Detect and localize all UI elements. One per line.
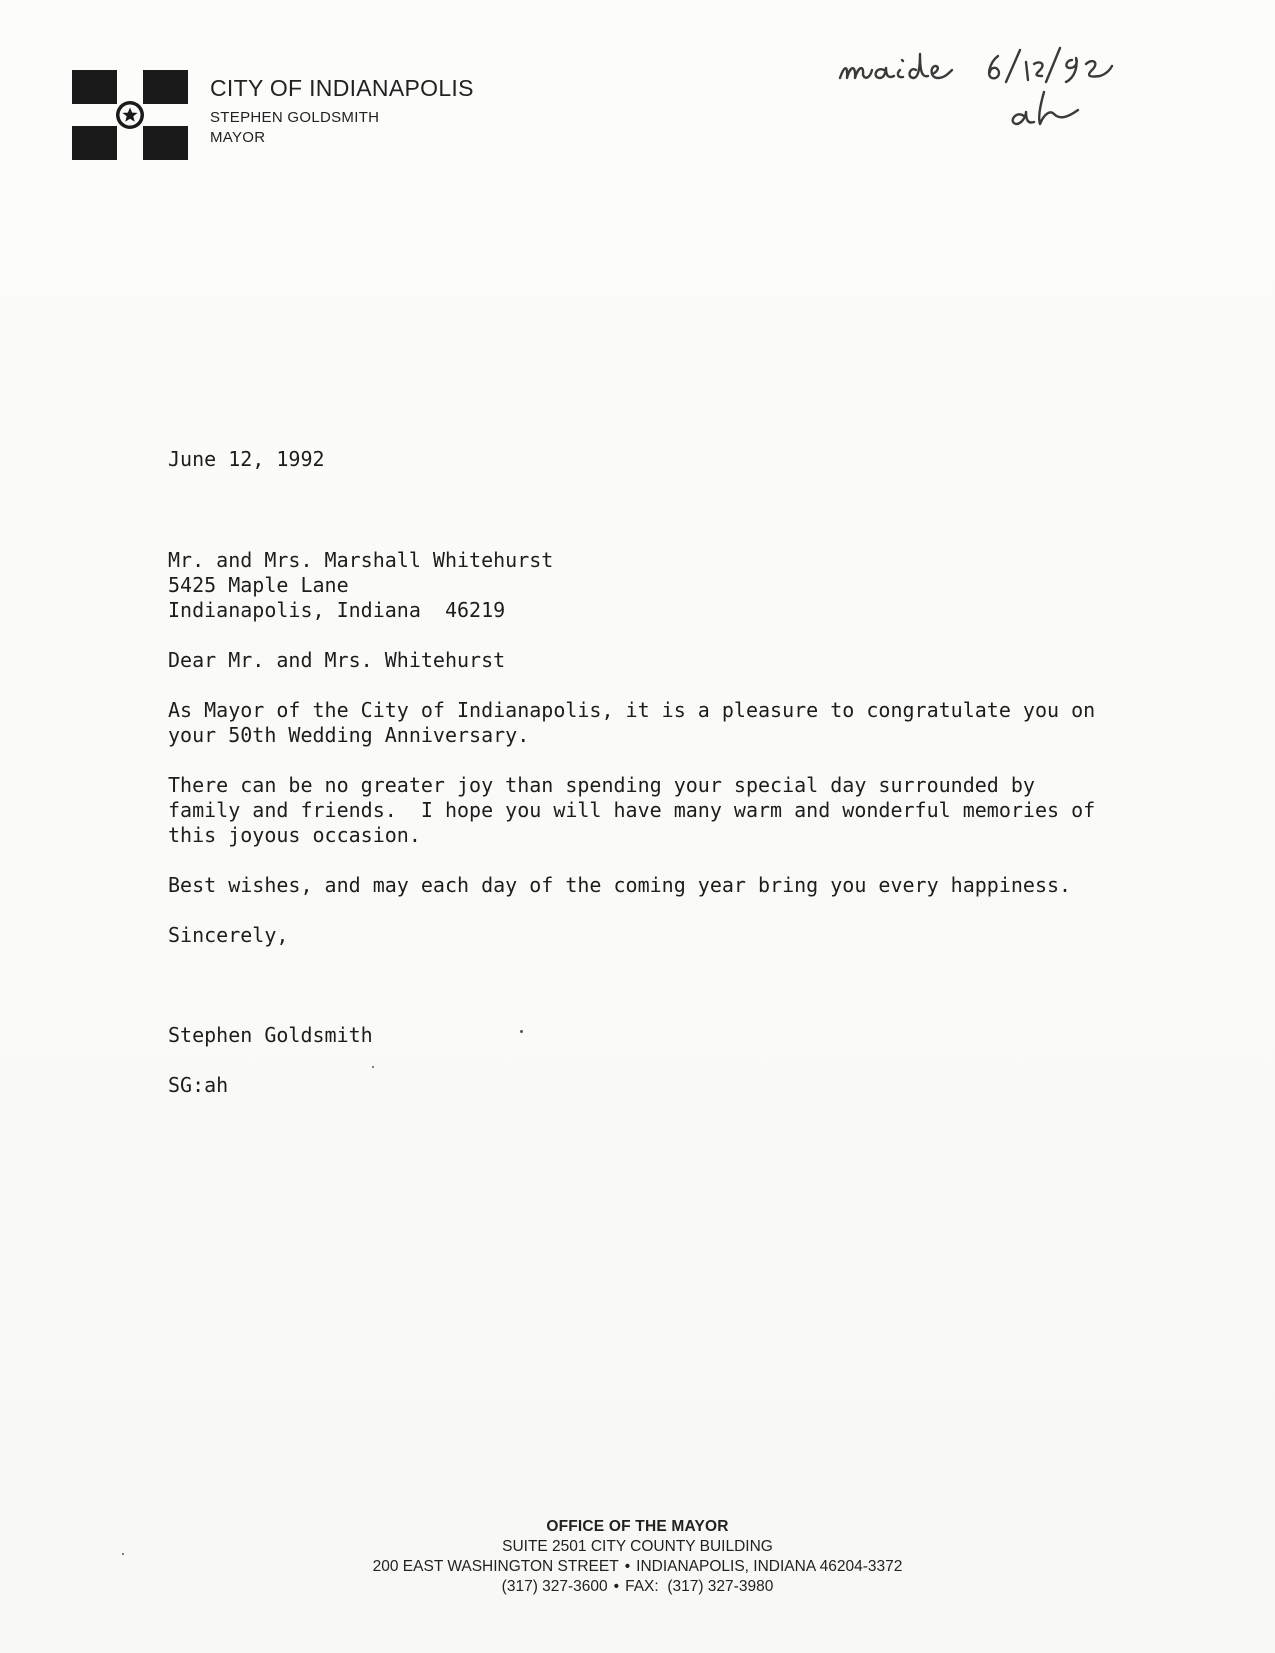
salutation: Dear Mr. and Mrs. Whitehurst	[168, 648, 506, 672]
handwritten-mailed-note	[820, 20, 1220, 140]
paragraph-2: There can be no greater joy than spending your special day surrounded by family and friends. I hope you will have many warm and wonderful memories of this joyous occasion.	[168, 773, 1108, 847]
footer	[0, 1517, 1275, 1597]
scan-speck	[520, 1030, 523, 1033]
closing: Sincerely,	[168, 923, 289, 947]
footer-street-line	[0, 1557, 1275, 1577]
letter-date: June 12, 1992	[168, 447, 325, 471]
letterhead-mayor-name: STEPHEN GOLDSMITH	[210, 109, 380, 126]
recipient-address-line3: Indianapolis, Indiana 46219	[168, 598, 506, 622]
scan-speck	[122, 1553, 124, 1555]
signer-name: Stephen Goldsmith	[168, 1023, 373, 1047]
scan-speck	[372, 1066, 374, 1068]
letterhead-mayor-title: MAYOR	[210, 129, 266, 146]
footer-suite: SUITE 2501 CITY COUNTY BUILDING	[502, 1538, 773, 1555]
recipient-address-line2: 5425 Maple Lane	[168, 573, 349, 597]
footer-separator: •	[624, 1558, 631, 1575]
letterhead-city: CITY OF INDIANAPOLIS	[210, 75, 474, 101]
footer-phone: (317) 327-3600	[501, 1578, 608, 1595]
letterhead	[210, 74, 474, 148]
footer-phone-line	[0, 1577, 1275, 1597]
footer-office: OFFICE OF THE MAYOR	[546, 1518, 729, 1535]
paragraph-3: Best wishes, and may each day of the coming year bring you every happiness.	[168, 873, 1072, 897]
recipient-address-line1: Mr. and Mrs. Marshall Whitehurst	[168, 548, 554, 572]
paragraph-1: As Mayor of the City of Indianapolis, it is a pleasure to congratulate you on your 50th Wedding Anniversary.	[168, 698, 1096, 747]
footer-fax: FAX: (317) 327-3980	[625, 1578, 774, 1595]
footer-separator: •	[613, 1578, 620, 1595]
footer-street: 200 EAST WASHINGTON STREET	[372, 1558, 619, 1575]
footer-city-state-zip: INDIANAPOLIS, INDIANA 46204-3372	[636, 1558, 903, 1575]
typist-initials: SG:ah	[168, 1073, 229, 1097]
letter-body	[168, 447, 1168, 1098]
city-flag-star-icon	[72, 70, 188, 160]
